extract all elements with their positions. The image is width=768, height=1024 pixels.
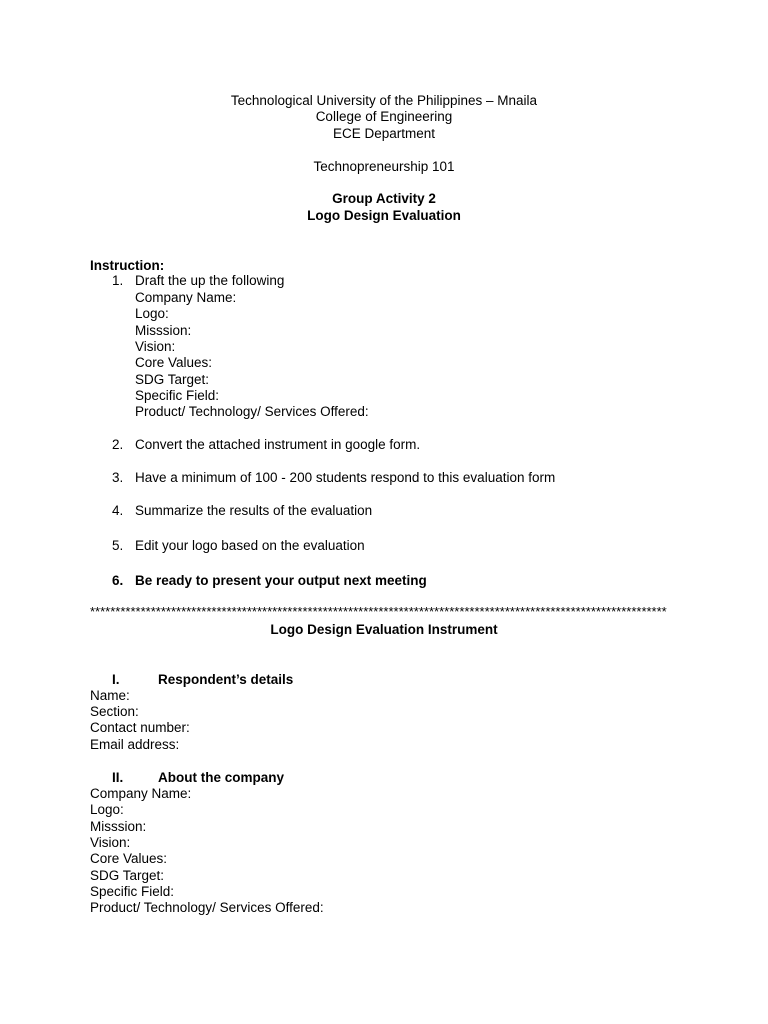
- form-field-label: Misssion:: [90, 819, 147, 834]
- list-subitem: Product/ Technology/ Services Offered:: [135, 404, 369, 419]
- list-subitem: SDG Target:: [135, 372, 210, 387]
- section-numeral: I.: [112, 672, 120, 687]
- form-field-label: SDG Target:: [90, 868, 165, 883]
- form-field-label: Product/ Technology/ Services Offered:: [90, 900, 324, 915]
- university-name: Technological University of the Philippines – Mnaila: [230, 93, 538, 108]
- form-field-label: Specific Field:: [90, 884, 175, 899]
- instruction-label: Instruction:: [90, 258, 165, 273]
- list-subitem: Vision:: [135, 339, 176, 354]
- list-item-text: Have a minimum of 100 - 200 students respond to this evaluation form: [135, 470, 556, 485]
- activity-title: Logo Design Evaluation: [307, 208, 461, 223]
- list-item-text: Edit your logo based on the evaluation: [135, 538, 365, 553]
- instrument-title: Logo Design Evaluation Instrument: [270, 622, 498, 637]
- list-item-number: 5.: [112, 538, 124, 553]
- course-name: Technopreneurship 101: [313, 159, 455, 174]
- form-field-label: Core Values:: [90, 851, 168, 866]
- form-field-label: Contact number:: [90, 720, 190, 735]
- form-field-label: Name:: [90, 688, 130, 703]
- college-name: College of Engineering: [315, 109, 453, 124]
- list-item-number: 4.: [112, 503, 124, 518]
- list-item-number: 3.: [112, 470, 124, 485]
- form-field-label: Email address:: [90, 737, 180, 752]
- list-item-text: Be ready to present your output next meeting: [135, 573, 427, 588]
- form-field-label: Company Name:: [90, 786, 192, 801]
- activity-label: Group Activity 2: [332, 191, 436, 206]
- list-subitem: Company Name:: [135, 290, 237, 305]
- list-subitem: Specific Field:: [135, 388, 220, 403]
- form-field-label: Vision:: [90, 835, 131, 850]
- list-subitem: Core Values:: [135, 355, 213, 370]
- section-title: Respondent’s details: [158, 672, 294, 687]
- form-field-label: Section:: [90, 704, 139, 719]
- list-item-number: 2.: [112, 437, 124, 452]
- list-item-number: 1.: [112, 273, 124, 288]
- list-item-text: Draft the up the following: [135, 273, 285, 288]
- section-numeral: II.: [112, 770, 124, 785]
- form-field-label: Logo:: [90, 802, 124, 817]
- list-subitem: Logo:: [135, 306, 169, 321]
- list-item-text: Convert the attached instrument in google form.: [135, 437, 421, 452]
- department-name: ECE Department: [332, 126, 436, 141]
- list-item-text: Summarize the results of the evaluation: [135, 503, 373, 518]
- list-item-number: 6.: [112, 573, 124, 588]
- separator-line: ******************************************************************************************************************: [90, 604, 667, 619]
- section-title: About the company: [158, 770, 285, 785]
- list-subitem: Misssion:: [135, 323, 192, 338]
